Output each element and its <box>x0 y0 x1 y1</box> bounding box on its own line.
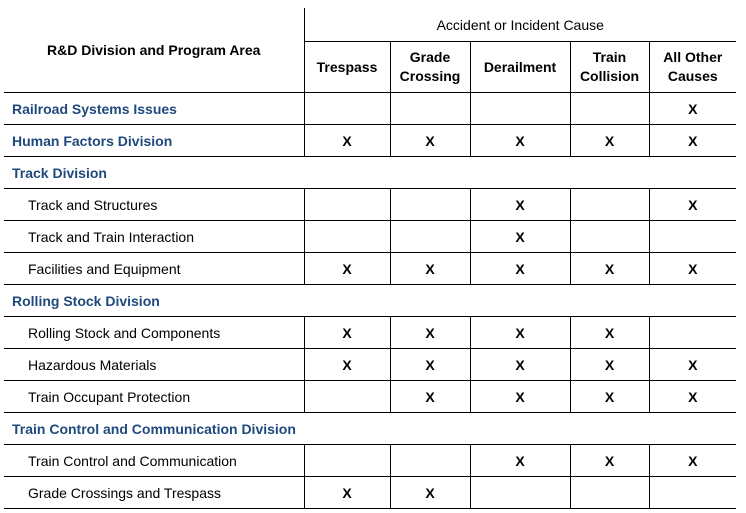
x-mark: X <box>425 388 435 405</box>
cell-derailment <box>470 125 570 157</box>
program-row <box>4 349 736 381</box>
matrix-body <box>4 93 736 509</box>
program-area-label: Track and Structures <box>4 189 304 221</box>
cell-derailment <box>470 349 570 381</box>
cell-train-collision <box>570 93 649 125</box>
cell-grade-crossing <box>390 317 470 349</box>
program-area-label: Rolling Stock and Components <box>4 317 304 349</box>
x-mark: X <box>515 324 525 341</box>
cell-grade-crossing <box>390 445 470 477</box>
cell-trespass <box>304 221 390 253</box>
x-mark: X <box>515 196 525 213</box>
x-mark: X <box>604 324 615 341</box>
division-span-cell <box>304 285 736 317</box>
x-mark: X <box>342 356 352 373</box>
cell-derailment <box>470 381 570 413</box>
x-mark: X <box>342 484 352 501</box>
x-mark: X <box>688 196 698 213</box>
cell-derailment <box>470 477 570 509</box>
x-mark: X <box>425 132 435 149</box>
area-column-header: R&D Division and Program Area <box>4 8 304 93</box>
x-mark: X <box>425 356 435 373</box>
division-label: Track Division <box>4 157 304 189</box>
cell-grade-crossing <box>390 93 470 125</box>
program-area-label: Train Control and Communication <box>4 445 304 477</box>
x-mark: X <box>688 260 698 277</box>
cell-trespass <box>304 317 390 349</box>
cell-trespass <box>304 125 390 157</box>
x-mark: X <box>515 260 525 277</box>
cell-grade-crossing <box>390 189 470 221</box>
column-header-train-collision: Train Collision <box>570 42 649 93</box>
x-mark: X <box>515 356 525 373</box>
division-row <box>4 125 736 157</box>
division-label: Railroad Systems Issues <box>4 93 304 125</box>
program-area-label: Grade Crossings and Trespass <box>4 477 304 509</box>
column-header-all-other-causes: All Other Causes <box>649 42 736 93</box>
x-mark: X <box>688 356 698 373</box>
x-mark: X <box>515 452 525 469</box>
cell-trespass <box>304 477 390 509</box>
rd-program-cause-matrix <box>4 8 736 509</box>
cell-train-collision <box>570 125 649 157</box>
division-row <box>4 413 736 445</box>
cell-derailment <box>470 445 570 477</box>
column-header-derailment: Derailment <box>470 42 570 93</box>
division-label: Rolling Stock Division <box>4 285 304 317</box>
program-row <box>4 445 736 477</box>
cell-trespass <box>304 381 390 413</box>
program-area-label: Hazardous Materials <box>4 349 304 381</box>
cell-all-other-causes <box>649 317 736 349</box>
x-mark: X <box>515 132 525 149</box>
cell-trespass <box>304 93 390 125</box>
cell-derailment <box>470 93 570 125</box>
x-mark: X <box>425 260 435 277</box>
matrix-header <box>4 8 736 93</box>
x-mark: X <box>604 260 615 277</box>
cell-grade-crossing <box>390 349 470 381</box>
x-mark: X <box>342 132 352 149</box>
cell-trespass <box>304 253 390 285</box>
cell-train-collision <box>570 189 649 221</box>
cell-all-other-causes <box>649 189 736 221</box>
x-mark: X <box>688 388 698 405</box>
column-header-grade-crossing: Grade Crossing <box>390 42 470 93</box>
cell-trespass <box>304 445 390 477</box>
cell-derailment <box>470 317 570 349</box>
x-mark: X <box>688 100 698 117</box>
cell-all-other-causes <box>649 253 736 285</box>
cell-derailment <box>470 221 570 253</box>
cell-all-other-causes <box>649 125 736 157</box>
program-area-label: Train Occupant Protection <box>4 381 304 413</box>
program-area-label: Facilities and Equipment <box>4 253 304 285</box>
program-row <box>4 189 736 221</box>
cell-trespass <box>304 349 390 381</box>
column-header-trespass: Trespass <box>304 42 390 93</box>
cell-train-collision <box>570 221 649 253</box>
cell-trespass <box>304 189 390 221</box>
division-label: Train Control and Communication Division <box>4 413 304 445</box>
cell-all-other-causes <box>649 93 736 125</box>
x-mark: X <box>604 356 615 373</box>
cell-all-other-causes <box>649 381 736 413</box>
cell-all-other-causes <box>649 349 736 381</box>
cell-all-other-causes <box>649 221 736 253</box>
cell-derailment <box>470 253 570 285</box>
program-row <box>4 477 736 509</box>
division-span-cell <box>304 413 736 445</box>
cell-derailment <box>470 189 570 221</box>
division-row <box>4 157 736 189</box>
program-row <box>4 253 736 285</box>
x-mark: X <box>425 484 435 501</box>
division-row <box>4 93 736 125</box>
cell-train-collision <box>570 253 649 285</box>
division-row <box>4 285 736 317</box>
cell-grade-crossing <box>390 381 470 413</box>
cell-train-collision <box>570 477 649 509</box>
division-span-cell <box>304 157 736 189</box>
program-area-label: Track and Train Interaction <box>4 221 304 253</box>
cell-train-collision <box>570 317 649 349</box>
cell-grade-crossing <box>390 477 470 509</box>
x-mark: X <box>604 452 615 469</box>
x-mark: X <box>515 388 525 405</box>
program-row <box>4 221 736 253</box>
cell-all-other-causes <box>649 477 736 509</box>
cell-all-other-causes <box>649 445 736 477</box>
x-mark: X <box>425 324 435 341</box>
cell-grade-crossing <box>390 221 470 253</box>
header-row-top <box>4 8 736 42</box>
cell-train-collision <box>570 445 649 477</box>
x-mark: X <box>515 228 525 245</box>
x-mark: X <box>688 452 698 469</box>
cell-train-collision <box>570 349 649 381</box>
x-mark: X <box>604 132 615 149</box>
cause-group-header: Accident or Incident Cause <box>304 8 736 42</box>
program-row <box>4 381 736 413</box>
x-mark: X <box>342 324 352 341</box>
cell-grade-crossing <box>390 253 470 285</box>
program-row <box>4 317 736 349</box>
cell-train-collision <box>570 381 649 413</box>
x-mark: X <box>688 132 698 149</box>
division-label: Human Factors Division <box>4 125 304 157</box>
cell-grade-crossing <box>390 125 470 157</box>
x-mark: X <box>604 388 615 405</box>
x-mark: X <box>342 260 352 277</box>
